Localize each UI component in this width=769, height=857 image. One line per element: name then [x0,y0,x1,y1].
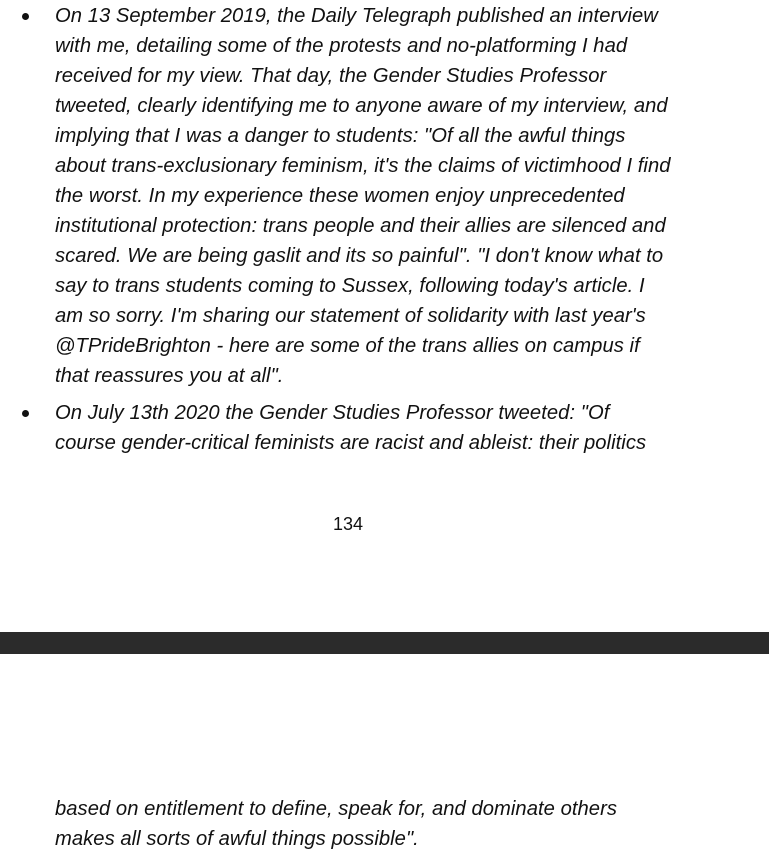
bullet-text-line: that reassures you at all". [55,365,284,387]
bullet-text-line: scared. We are being gaslit and its so painful". "I don't know what to [55,245,664,267]
document-page-bottom [0,654,769,857]
bullet-text-line: course gender-critical feminists are racist and ableist: their politics [55,432,647,454]
bullet-dot-icon [22,410,29,417]
bullet-text-line: the worst. In my experience these women enjoy unprecedented [55,185,625,207]
bullet-dot-icon [22,13,29,20]
continuation-text [55,794,617,854]
bullet-text-line: On July 13th 2020 the Gender Studies Professor tweeted: "Of [55,402,610,424]
page-number: 134 [332,514,364,534]
bullet-text-line: received for my view. That day, the Gender Studies Professor [55,65,607,87]
bullet-text-line: @TPrideBrighton - here are some of the trans allies on campus if [55,335,640,357]
continuation-text-line: based on entitlement to define, speak for, and dominate others [55,798,617,820]
page-break-divider [0,632,769,654]
bullet-item-july-tweet [0,398,769,458]
bullet-text-line: am so sorry. I'm sharing our statement of solidarity with last year's [55,305,646,327]
bullet-text-line: implying that I was a danger to students: "Of all the awful things [55,125,626,147]
bullet-text-line: with me, detailing some of the protests and no-platforming I had [55,35,628,57]
bullet-text-line: tweeted, clearly identifying me to anyone aware of my interview, and [55,95,668,117]
bullet-text-line: On 13 September 2019, the Daily Telegraph published an interview [55,5,658,27]
bullet-text-line: say to trans students coming to Sussex, following today's article. I [55,275,645,297]
continuation-text-line: makes all sorts of awful things possible". [55,828,419,850]
bullet-item-telegraph-interview [0,1,769,391]
bullet-text-line: about trans-exclusionary feminism, it's the claims of victimhood I find [55,155,671,177]
bullet-text-line: institutional protection: trans people and their allies are silenced and [55,215,666,237]
